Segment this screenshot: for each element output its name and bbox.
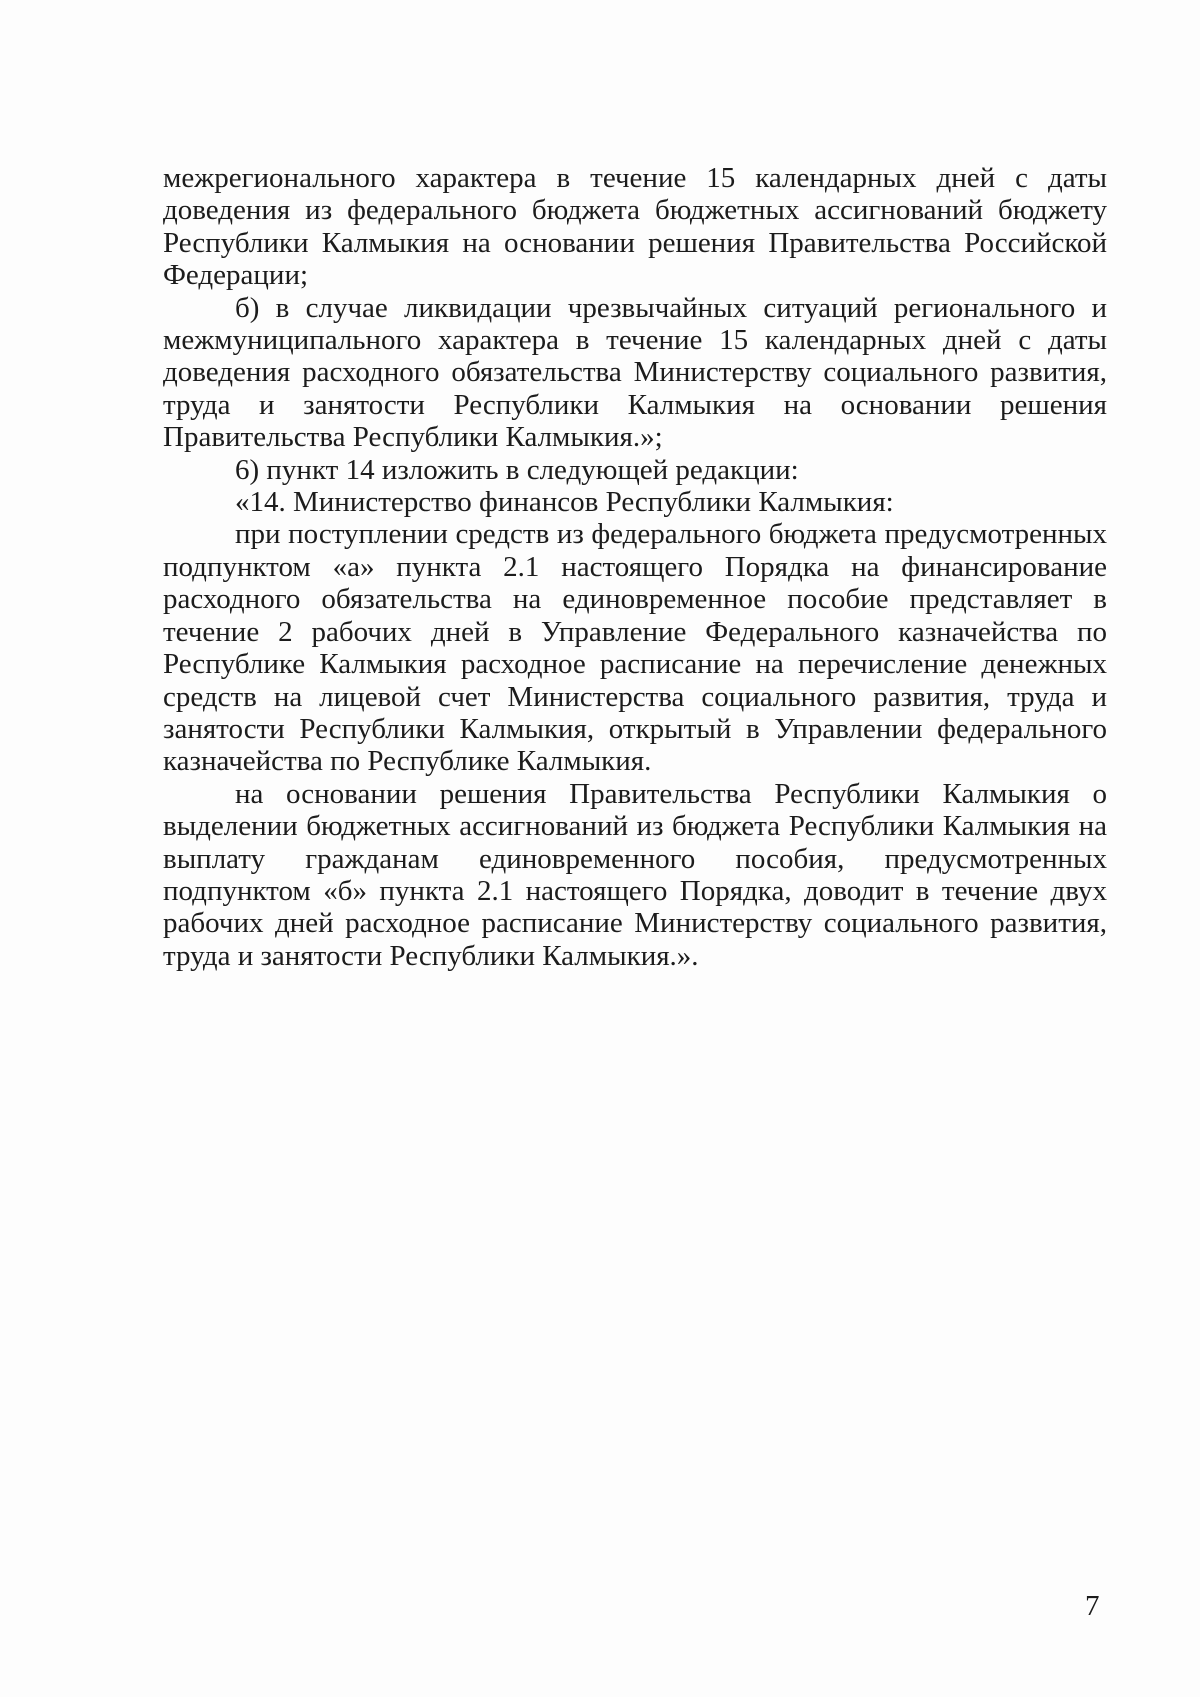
paragraph-subitem-b: б) в случае ликвидации чрезвычайных ситуаций регионального и межмуниципального характера в течение 15 календарных дней с даты доведения расходного обязательства Министерству социального развития, труда и занятости Республики Калмыкия на основании решения Правительства Республики Калмыкия.»; xyxy=(163,291,1107,454)
paragraph-continuation: межрегионального характера в течение 15 календарных дней с даты доведения из федерального бюджета бюджетных ассигнований бюджету Республики Калмыкия на основании решения Правительства Российской Федерации; xyxy=(163,162,1107,292)
paragraph-item-6: 6) пункт 14 изложить в следующей редакции: xyxy=(235,453,799,486)
paragraph-clause-14-heading: «14. Министерство финансов Республики Калмыкия: xyxy=(235,486,894,519)
paragraph-clause-14-decision: на основании решения Правительства Республики Калмыкия о выделении бюджетных ассигнований из бюджета Республики Калмыкия на выплату гражданам единовременного пособия, предусмотренных подпунктом «б» пункта 2.1 настоящего Порядка, доводит в течение двух рабочих дней расходное расписание Министерству социального развития, труда и занятости Республики Калмыкия.». xyxy=(163,777,1107,972)
page-number: 7 xyxy=(1085,1590,1100,1622)
paragraph-clause-14-funds: при поступлении средств из федерального бюджета предусмотренных подпунктом «а» пункта 2.1 настоящего Порядка на финансирование расходного обязательства на единовременное пособие представляет в течение 2 рабочих дней в Управление Федерального казначейства по Республике Калмыкия расходное расписание на перечисление денежных средств на лицевой счет Министерства социального развития, труда и занятости Республики Калмыкия, открытый в Управлении федерального казначейства по Республике Калмыкия. xyxy=(163,518,1107,778)
document-body xyxy=(163,162,1107,972)
